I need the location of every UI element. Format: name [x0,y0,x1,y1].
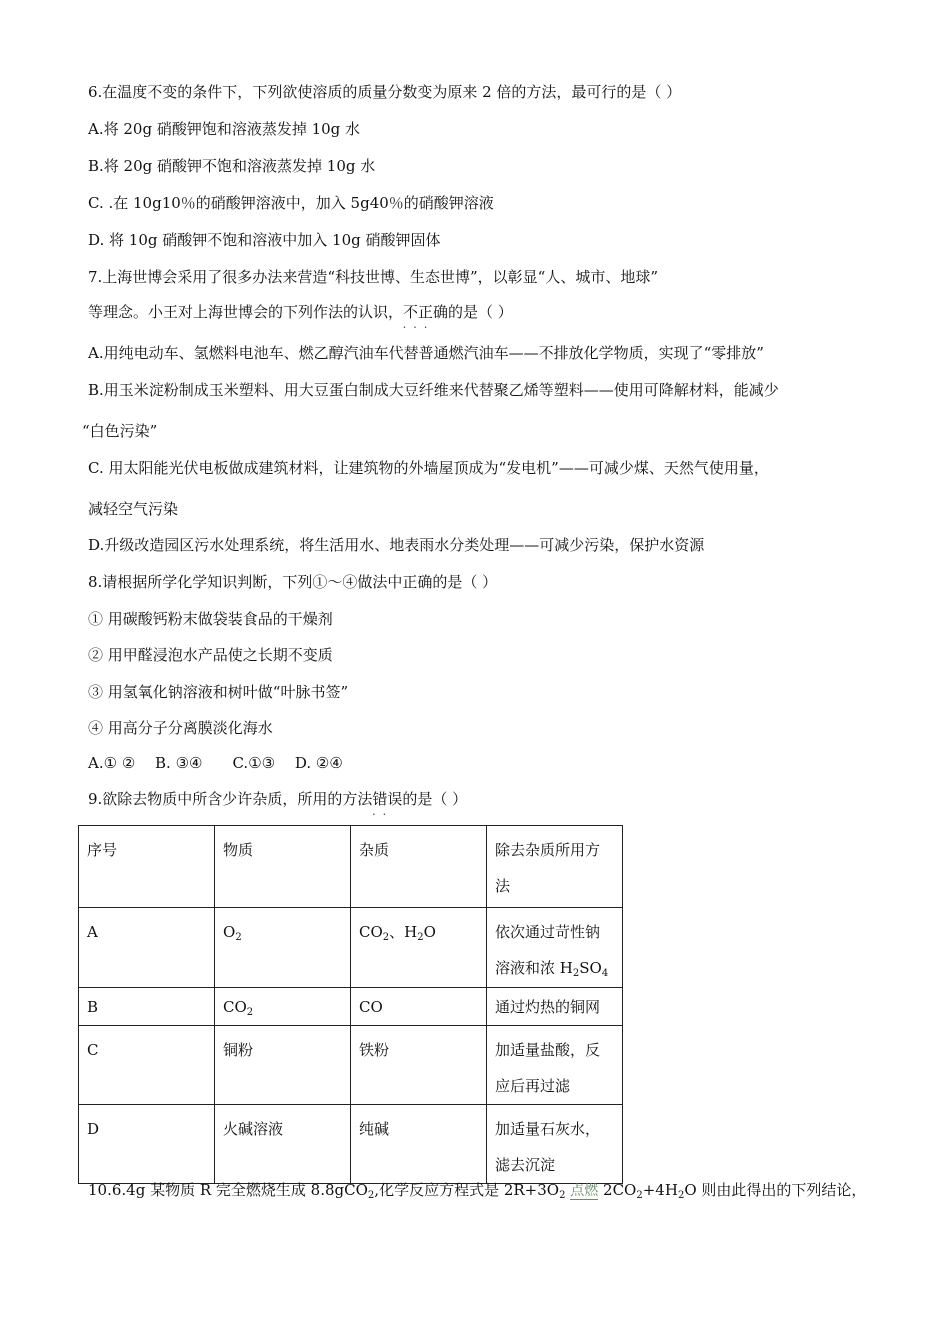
row-substance: 火碱溶液 [215,1105,351,1184]
q9-emphasis: 错误 • • [372,790,402,808]
q8-item-3: ③ 用氢氧化钠溶液和树叶做“叶脉书签” [88,683,349,701]
q6-option-d: D. 将 10g 硝酸钾不饱和溶液中加入 10g 硝酸钾固体 [88,231,441,249]
q7-stem-pre: 等理念。小王对上海世博会的下列作法的认识， [88,303,404,321]
table-row [79,908,623,988]
q7-option-d: D.升级改造园区污水处理系统，将生活用水、地表雨水分类处理——可减少污染，保护水资源 [88,536,705,554]
q7-stem-post: 的是（ ） [448,303,513,321]
row-id: D [79,1105,215,1184]
q6-option-c: C. .在 10g10％的硝酸钾溶液中，加入 5g40％的硝酸钾溶液 [88,194,494,212]
q7-emphasis: 不正确 • • • [403,303,448,321]
row-id: C [79,1026,215,1105]
row-impurity: 纯碱 [351,1105,487,1184]
row-id: A [79,908,215,988]
table-header-row [79,826,623,908]
q7-option-c-line2: 减轻空气污染 [88,500,179,518]
q8-item-4: ④ 用高分子分离膜淡化海水 [88,719,273,737]
q8-choices: A.① ② B. ③④ C.①③ D. ②④ [88,754,343,772]
q9-stem-post: 的是（ ） [402,790,468,808]
row-impurity: CO [351,988,487,1026]
row-id: B [79,988,215,1026]
q9-stem [88,789,467,809]
row-substance: $CO_2$ [215,988,351,1026]
header-cell-substance: 物质 [215,826,351,908]
q6-option-b: B.将 20g 硝酸钾不饱和溶液蒸发掉 10g 水 [88,157,376,175]
q9-table [78,825,623,1184]
q6-stem: 6.在温度不变的条件下，下列欲使溶质的质量分数变为原来 2 倍的方法，最可行的是（ ） [88,83,682,101]
row-method: 加适量石灰水，滤去沉淀 [487,1105,623,1184]
q7-option-c-line1: C. 用太阳能光伏电板做成建筑材料，让建筑物的外墙屋顶成为“发电机”——可减少煤、天然气使用量， [88,459,769,477]
row-substance: 铜粉 [215,1026,351,1105]
row-method: 通过灼热的铜网 [487,988,623,1026]
row-substance: $O_2$ [215,908,351,988]
row-impurity: 铁粉 [351,1026,487,1105]
header-cell-method: 除去杂质所用方法 [487,826,623,908]
row-impurity: $CO_2$、$H_2O$ [351,908,487,988]
q9-stem-pre: 9.欲除去物质中所含少许杂质，所用的方法 [88,790,373,808]
q7-option-b-line2: “白色污染” [82,422,158,440]
q8-stem: 8.请根据所学化学知识判断，下列①～④做法中正确的是（ ） [88,573,498,591]
table-row [79,988,623,1026]
table-row [79,1105,623,1184]
q7-option-a: A.用纯电动车、氢燃料电池车、燃乙醇汽油车代替普通燃汽油车——不排放化学物质，实现了“零排放” [88,344,764,362]
q7-stem-line2 [88,302,513,322]
q8-item-2: ② 用甲醛浸泡水产品使之长期不变质 [88,646,333,664]
row-method: 依次通过苛性钠溶液和浓 $H_2SO_4$ [487,908,623,988]
row-method: 加适量盐酸，反应后再过滤 [487,1026,623,1105]
q7-option-b-line1: B.用玉米淀粉制成玉米塑料、用大豆蛋白制成大豆纤维来代替聚乙烯等塑料——使用可降解材料，能减少 [88,381,779,399]
table-row [79,1026,623,1105]
header-cell-impurity: 杂质 [351,826,487,908]
header-cell-id: 序号 [79,826,215,908]
q7-stem-line1: 7.上海世博会采用了很多办法来营造“科技世博、生态世博”，以彰显“人、城市、地球” [88,268,658,286]
reaction-condition: 点燃 [570,1183,599,1199]
q8-item-1: ① 用碳酸钙粉末做袋装食品的干燥剂 [88,610,333,628]
q10-stem: 10.6.4g 某物质 R 完全燃烧生成 8.8gCO$_2$,化学反应方程式是 $2R+3O_2$ 点燃 $2CO_2+4H_2O$ 则由此得出的下列结论， [88,1181,867,1201]
q6-option-a: A.将 20g 硝酸钾饱和溶液蒸发掉 10g 水 [88,120,361,138]
